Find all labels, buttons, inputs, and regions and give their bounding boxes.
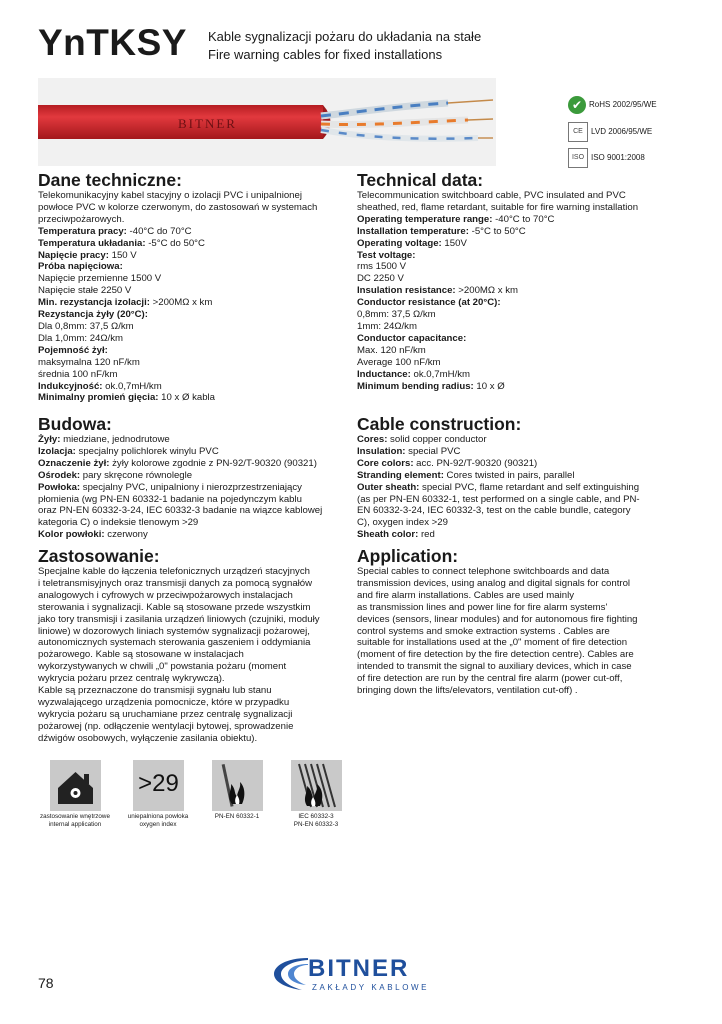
spec-value: DC 2250 V xyxy=(357,273,404,285)
cert-label: RoHS 2002/95/WE xyxy=(589,100,657,110)
spec-row xyxy=(357,369,687,381)
paragraph-line: jako tory transmisji i zasilania urządzeń liniowych (czujniki, moduły xyxy=(38,613,320,625)
spec-value: ok.0,7mH/km xyxy=(102,380,162,392)
spec-row xyxy=(357,434,687,446)
spec-value: (as per PN-EN 60332-1, test performed on a single cable, and PN- xyxy=(357,493,640,505)
paragraph-line: przeciwpożarowych. xyxy=(38,213,125,225)
cable-illustration xyxy=(38,78,496,166)
spec-value: red xyxy=(418,529,435,541)
spec-label: Izolacja: xyxy=(38,445,76,457)
spec-row xyxy=(357,285,687,297)
spec-label: Temperatura pracy: xyxy=(38,225,127,237)
spec-value: -5°C to 50°C xyxy=(468,225,526,237)
spec-row xyxy=(38,238,343,250)
paragraph-line: Kable są przeznaczone do transmisji sygnału lub stanu xyxy=(38,685,272,697)
spec-value: Average 100 nF/km xyxy=(357,356,441,368)
spec-value: -40°C to 70°C xyxy=(492,213,555,225)
spec-label: Outer sheath: xyxy=(357,481,420,493)
paragraph-line: intended to transmit the signal to auxiliary devices, which in case xyxy=(357,661,632,673)
spec-row xyxy=(357,381,687,393)
spec-row xyxy=(357,333,687,345)
spec-value: Dla 1,0mm: 24Ω/km xyxy=(38,332,124,344)
spec-label: Operating temperature range: xyxy=(357,213,493,225)
spec-label: Cores: xyxy=(357,434,388,445)
spec-row xyxy=(38,309,343,321)
spec-label: Min. rezystancja izolacji: xyxy=(38,297,150,309)
spec-value: specjalny PVC, unipalniony i nierozprzestrzeniający xyxy=(80,481,302,493)
spec-label: Inductance: xyxy=(357,368,411,380)
single-flame-test-icon xyxy=(212,760,263,811)
spec-label: Test voltage: xyxy=(357,249,416,261)
ce-mark-icon: CE xyxy=(568,122,588,142)
oxygen-index-text: >29 xyxy=(138,770,179,797)
spec-value: special PVC xyxy=(405,445,461,457)
paragraph-line: and fire alarm installations. Cables are used mainly xyxy=(357,589,575,601)
spec-row xyxy=(357,470,687,482)
construction-pl-section xyxy=(38,414,348,541)
caption-line: uniepalniona powłoka xyxy=(127,813,189,820)
section-heading: Budowa: xyxy=(38,414,112,434)
paragraph-line: of fire detection are run by the central fire alarm (power cut-off, xyxy=(357,673,623,685)
spec-label: Sheath color: xyxy=(357,529,419,541)
tech-pl-section xyxy=(38,170,343,404)
bundle-flame-test-icon xyxy=(291,760,342,811)
spec-row xyxy=(38,297,343,309)
paragraph-line: (moment of fire detection by the fire detection centre). Cables are xyxy=(357,649,634,661)
spec-value: specjalny polichlorek winylu PVC xyxy=(75,445,219,457)
logo-tagline: ZAKŁADY KABLOWE xyxy=(312,983,430,992)
spec-row xyxy=(38,458,348,470)
spec-label: Minimum bending radius: xyxy=(357,380,474,392)
paragraph-line: liniowe) w dozorowych liniach systemów sygnalizacji pożarowej, xyxy=(38,625,310,637)
spec-row xyxy=(357,529,687,541)
spec-value: oraz PN-EN 60332-3-24, IEC 60332-3 badanie na wiązce kablowej xyxy=(38,505,323,517)
spec-label: Oznaczenie żył: xyxy=(38,457,110,469)
spec-row xyxy=(357,238,687,250)
spec-label: Insulation: xyxy=(357,445,406,457)
spec-row xyxy=(357,482,687,494)
spec-value: maksymalna 120 nF/km xyxy=(38,356,140,368)
oxygen-index-icon xyxy=(133,760,184,811)
spec-value: solid copper conductor xyxy=(387,434,487,445)
spec-value: płomienia (wg PN-EN 60332-1 badanie na pojedynczym kablu xyxy=(38,493,302,505)
spec-value: żyły kolorowe zgodnie z PN-92/T-90320 (90321) xyxy=(109,457,317,469)
spec-label: Stranding element: xyxy=(357,469,444,481)
spec-label: Próba napięciowa: xyxy=(38,261,123,273)
spec-label: Rezystancja żyły (20°C): xyxy=(38,309,148,321)
cable-print-text: BITNER xyxy=(178,116,237,131)
cert-label: ISO 9001:2008 xyxy=(591,153,645,163)
spec-value: Cores twisted in pairs, parallel xyxy=(443,469,575,481)
paragraph-line: transmission devices, using analog and digital signals for control xyxy=(357,577,631,589)
paragraph-line: devices (sensors, linear modules) and for autonomous fire fighting xyxy=(357,613,638,625)
spec-label: Ośrodek: xyxy=(38,469,81,481)
spec-label: Pojemność żył: xyxy=(38,344,108,356)
spec-row xyxy=(357,214,687,226)
subtitle-english: Fire warning cables for fixed installations xyxy=(208,47,443,62)
caption-line: IEC 60332-3 xyxy=(298,813,334,820)
paragraph-line: Telecommunication switchboard cable, PVC insulated and PVC xyxy=(357,190,626,201)
section-heading: Cable construction: xyxy=(357,414,522,434)
spec-label: Żyły: xyxy=(38,434,61,445)
paragraph-line: pożarowej (np. odłączenie wentylacji bytowej, sprowadzenie xyxy=(38,720,294,732)
paragraph-line: wyzwalającego urządzenia pomocnicze, które w przypadku xyxy=(38,696,290,708)
bitner-logo xyxy=(268,952,448,997)
product-title: YnTKSY xyxy=(38,22,187,63)
spec-label: Temperatura układania: xyxy=(38,237,146,249)
spec-row xyxy=(357,458,687,470)
spec-value: Max. 120 nF/km xyxy=(357,344,426,356)
spec-value: rms 1500 V xyxy=(357,261,407,273)
spec-value: Dla 0,8mm: 37,5 Ω/km xyxy=(38,320,134,332)
iso-mark-icon: ISO xyxy=(568,148,588,168)
spec-label: Minimalny promień gięcia: xyxy=(38,392,159,404)
spec-label: Operating voltage: xyxy=(357,237,442,249)
spec-label: Napięcie pracy: xyxy=(38,249,109,261)
construction-en-section xyxy=(357,414,687,541)
application-en-section xyxy=(357,546,687,697)
cert-lvd xyxy=(568,122,652,142)
spec-row xyxy=(38,446,348,458)
spec-value: pary skręcone równolegle xyxy=(80,469,193,481)
spec-value: >200MΩ x km xyxy=(455,285,518,297)
spec-value: 150V xyxy=(441,237,467,249)
spec-row xyxy=(38,470,348,482)
section-heading: Zastosowanie: xyxy=(38,546,160,566)
spec-value: 10 x Ø xyxy=(473,380,505,392)
paragraph-line: wykrycia pożaru są uruchamiane przez centralę sygnalizacji xyxy=(38,708,293,720)
caption-line: oxygen index xyxy=(139,820,177,828)
page-number: 78 xyxy=(38,975,54,991)
cert-label: LVD 2006/95/WE xyxy=(591,127,653,137)
paragraph-line: dźwigów osobowych, wyłączenie zasilania obiektu). xyxy=(38,732,258,744)
paragraph-line: powłoce PVC w kolorze czerwonym, do zastosowań w systemach xyxy=(38,201,318,213)
spec-value: -40°C do 70°C xyxy=(126,225,192,237)
spec-row xyxy=(357,446,687,458)
house-icon xyxy=(50,760,101,811)
paragraph-line: wykrycia pożaru przez centralę wykrywczą). xyxy=(38,673,225,685)
spec-label: Core colors: xyxy=(357,457,414,469)
paragraph-line: control systems and smoke extraction systems . Cables are xyxy=(357,625,610,637)
spec-label: Conductor capacitance: xyxy=(357,332,467,344)
cert-rohs xyxy=(568,96,657,114)
paragraph-line: analogowych i cyfrowych w przeciwpożarowych instalacjach xyxy=(38,589,293,601)
paragraph-line: wykorzystywanych w chwili „0" powstania pożaru (moment xyxy=(38,661,287,673)
spec-row xyxy=(38,261,343,273)
paragraph-line: suitable for installations used at the „0" moment of fire detection xyxy=(357,637,628,649)
spec-value: czerwony xyxy=(104,529,148,541)
spec-value: -5°C do 50°C xyxy=(145,237,205,249)
product-subtitle xyxy=(208,28,481,64)
spec-value: C), oxygen index >29 xyxy=(357,517,448,529)
paragraph-line: Special cables to connect telephone switchboards and data xyxy=(357,566,610,577)
paragraph-line: Telekomunikacyjny kabel stacyjny o izolacji PVC i unipalnionej xyxy=(38,190,302,201)
subtitle-polish: Kable sygnalizacji pożaru do układania na stałe xyxy=(208,29,482,44)
spec-value: miedziane, jednodrutowe xyxy=(60,434,170,445)
spec-value: 1mm: 24Ω/km xyxy=(357,320,417,332)
paragraph-line: autonomicznych systemach sterowania gaszeniem i oddymiania xyxy=(38,637,311,649)
badge-caption xyxy=(266,813,366,828)
spec-label: Powłoka: xyxy=(38,481,81,493)
spec-label: Indukcyjność: xyxy=(38,380,103,392)
spec-value: ok.0,7mH/km xyxy=(410,368,471,380)
paragraph-line: as transmission lines and power line for fire alarm systems' xyxy=(357,601,608,613)
spec-row xyxy=(357,250,687,262)
spec-value: 10 x Ø kabla xyxy=(158,392,216,404)
paragraph-line: Specjalne kable do łączenia telefonicznych urządzeń stacyjnych xyxy=(38,566,310,577)
spec-value: średnia 100 nF/km xyxy=(38,368,118,380)
spec-label: Conductor resistance (at 20°C): xyxy=(357,297,501,309)
spec-row xyxy=(38,345,343,357)
paragraph-line: sheathed, red, flame retardant, suitable for fire warning installation xyxy=(357,201,639,213)
section-heading: Application: xyxy=(357,546,459,566)
section-heading: Dane techniczne: xyxy=(38,170,182,190)
spec-value: acc. PN-92/T-90320 (90321) xyxy=(413,457,538,469)
application-pl-section xyxy=(38,546,348,745)
spec-value: kategoria C) o indeksie tlenowym >29 xyxy=(38,517,199,529)
paragraph-line: bringing down the lifts/elevators, ventilation cut-off) . xyxy=(357,685,578,697)
spec-value: 150 V xyxy=(108,249,137,261)
caption-line: PN-EN 60332-1 xyxy=(214,813,260,820)
spec-row xyxy=(38,226,343,238)
spec-row xyxy=(38,381,343,393)
spec-row xyxy=(357,226,687,238)
paragraph-line: i teletransmisyjnych oraz transmisji danych za pomocą sygnałów xyxy=(38,577,313,589)
spec-value: special PVC, flame retardant and self extinguishing xyxy=(419,481,640,493)
cable-image xyxy=(38,78,496,166)
spec-row xyxy=(357,297,687,309)
caption-line: zastosowanie wnętrzowe xyxy=(39,813,110,820)
paragraph-line: sterowania i sygnalizacji. Kable są stosowane przede wszystkim xyxy=(38,601,311,613)
cert-iso xyxy=(568,148,645,168)
spec-row xyxy=(38,529,348,541)
spec-label: Kolor powłoki: xyxy=(38,529,105,541)
tech-en-section xyxy=(357,170,687,392)
caption-line: PN-EN 60332-3 xyxy=(293,820,339,828)
logo-name: BITNER xyxy=(308,955,410,982)
caption-line: internal application xyxy=(48,820,102,828)
spec-value: Napięcie przemienne 1500 V xyxy=(38,273,162,285)
application-en-text xyxy=(357,566,687,697)
spec-value: >200MΩ x km xyxy=(149,297,213,309)
spec-label: Insulation resistance: xyxy=(357,285,456,297)
spec-row xyxy=(38,434,348,446)
spec-value: EN 60332-3-24, IEC 60332-3, test on the cable bundle, category xyxy=(357,505,631,517)
spec-value: 0,8mm: 37,5 Ω/km xyxy=(357,309,436,321)
spec-row xyxy=(38,482,348,494)
rohs-check-icon: ✔ xyxy=(568,96,586,114)
spec-label: Installation temperature: xyxy=(357,225,469,237)
spec-row xyxy=(38,250,343,262)
application-pl-text xyxy=(38,566,348,745)
spec-value: Napięcie stałe 2250 V xyxy=(38,285,132,297)
paragraph-line: pożarowego. Kable są stosowane w instalacjach xyxy=(38,649,244,661)
section-heading: Technical data: xyxy=(357,170,484,190)
spec-row xyxy=(38,392,343,404)
